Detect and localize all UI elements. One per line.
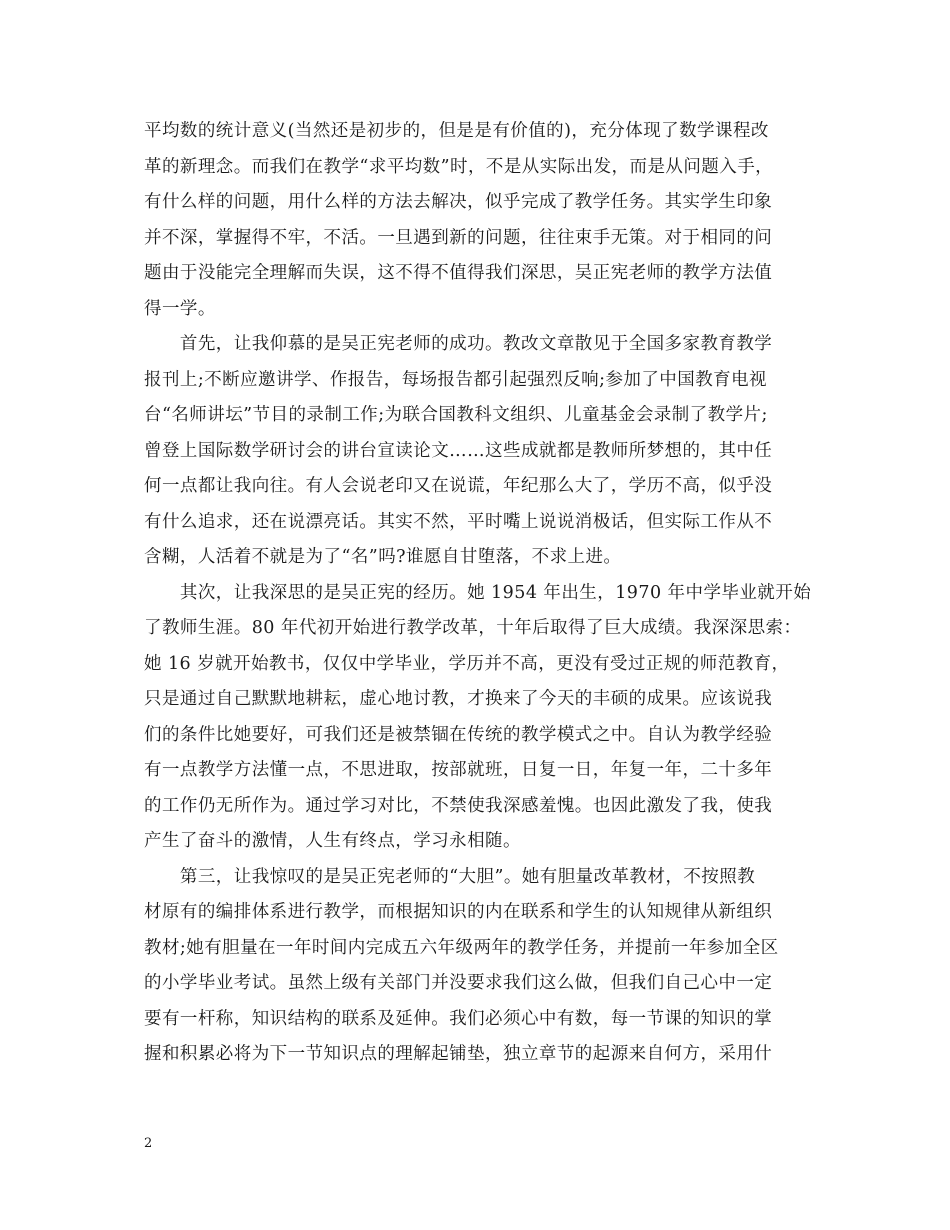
document-body (144, 114, 816, 1073)
text-line: 的工作仍无所作为。通过学习对比，不禁使我深感羞愧。也因此激发了我，使我 (144, 795, 773, 816)
text-line: 平均数的统计意义(当然还是初步的，但是是有价值的)，充分体现了数学课程改 (144, 121, 769, 141)
text-line: 有什么样的问题，用什么样的方法去解决，似乎完成了教学任务。其实学生印象 (144, 192, 773, 212)
text-line: 何一点都让我向往。有人会说老印又在说谎，年纪那么大了，学历不高，似乎没 (144, 476, 773, 496)
text-line: 其次，让我深思的是吴正宪的经历。她 1954 年出生，1970 年中学毕业就开始 (144, 582, 812, 603)
text-line: 要有一杆称，知识结构的联系及延伸。我们必须心中有数，每一节课的知识的掌 (144, 1008, 773, 1029)
text-line: 了教师生涯。80 年代初开始进行教学改革，十年后取得了巨大成绩。我深深思索： (144, 618, 802, 638)
page-number: 2 (144, 1136, 153, 1151)
text-line: 握和积累必将为下一节知识点的理解起铺垫，独立章节的起源来自何方，采用什 (144, 1044, 773, 1064)
text-line: 含糊，人活着不就是为了“名”吗?谁愿自甘堕落，不求上进。 (144, 547, 622, 567)
text-line: 曾登上国际数学研讨会的讲台宣读论文……这些成就都是教师所梦想的，其中任 (144, 440, 773, 461)
text-line: 有什么追求，还在说漂亮话。其实不然，平时嘴上说说消极话，但实际工作从不 (144, 511, 773, 532)
text-line: 教材;她有胆量在一年时间内完成五六年级两年的教学任务，并提前一年参加全区 (144, 937, 779, 958)
text-line: 她 16 岁就开始教书，仅仅中学毕业，学历并不高，更没有受过正规的师范教育， (144, 653, 790, 674)
text-line: 得一学。 (144, 298, 216, 319)
text-line: 材原有的编排体系进行教学，而根据知识的内在联系和学生的认知规律从新组织 (144, 902, 773, 922)
text-line: 首先，让我仰慕的是吴正宪老师的成功。教改文章散见于全国多家教育教学 (144, 334, 773, 354)
text-line: 产生了奋斗的激情，人生有终点，学习永相随。 (144, 831, 521, 851)
text-line: 的小学毕业考试。虽然上级有关部门并没要求我们这么做，但我们自己心中一定 (144, 973, 773, 993)
text-line: 台“名师讲坛”节目的录制工作;为联合国教科文组织、儿童基金会录制了教学片; (144, 405, 768, 425)
text-line: 们的条件比她要好，可我们还是被禁锢在传统的教学模式之中。自认为教学经验 (144, 724, 773, 745)
text-line: 报刊上;不断应邀讲学、作报告，每场报告都引起强烈反响;参加了中国教育电视 (144, 369, 767, 390)
text-line: 有一点教学方法懂一点，不思进取，按部就班，日复一日，年复一年，二十多年 (144, 760, 773, 780)
text-line: 革的新理念。而我们在教学“求平均数”时，不是从实际出发，而是从问题入手， (144, 156, 774, 177)
text-line: 并不深，掌握得不牢，不活。一旦遇到新的问题，往往束手无策。对于相同的问 (144, 227, 773, 248)
text-line: 题由于没能完全理解而失误，这不得不值得我们深思，吴正宪老师的教学方法值 (144, 263, 773, 283)
text-line: 只是通过自己默默地耕耘，虚心地讨教，才换来了今天的丰硕的成果。应该说我 (144, 689, 773, 709)
text-line: 第三，让我惊叹的是吴正宪老师的“大胆”。她有胆量改革教材，不按照教 (144, 866, 756, 887)
